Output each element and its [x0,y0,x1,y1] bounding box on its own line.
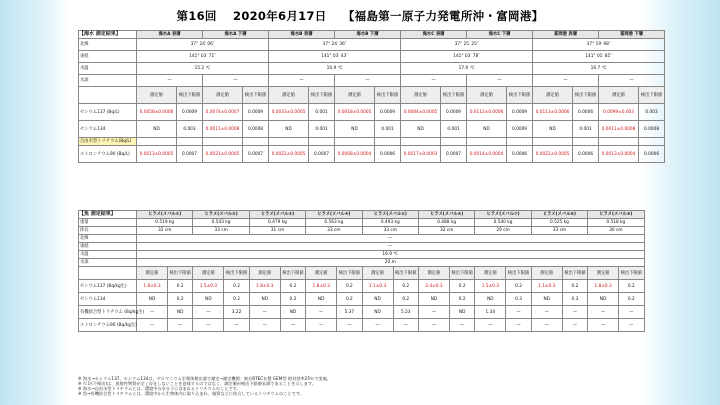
sea-tritium-cell [573,138,599,146]
fish-cs134-cell: 0.2 [168,293,193,306]
fish-cs137-row [79,280,645,293]
fish-sr90-cell: — [280,319,305,332]
sea-cs134-cell: 0.0011±0.0008 [599,121,639,138]
fish-sr90-cell: — [224,319,249,332]
fish-sr90-cell: — [449,319,474,332]
fish-sr90-cell: — [506,319,531,332]
fish-length-value: 29 cm [475,227,531,235]
sea-cs137-cell: 0.0009 [441,104,467,121]
row-label: 北緯 [79,235,137,243]
col-header-limit: 検出下限値 [449,267,474,280]
col-header-value: 測定値 [193,267,224,280]
fish-lat-value: — [137,235,645,243]
title-date: 2020年6月17日 [233,9,327,23]
fish-sr90-cell: — [137,319,168,332]
col-header-limit: 検出下限値 [619,267,644,280]
sea-sr90-cell: 0.0014±0.0004 [467,146,507,163]
col-header-limit: 検出下限値 [506,267,531,280]
fish-cs134-cell: ND [306,293,337,306]
fish-cs134-cell: ND [531,293,562,306]
fish-sr90-cell: — [362,319,393,332]
fish-cs137-cell: 1.8±0.3 [137,280,168,293]
fish-cs137-cell: 0.2 [280,280,305,293]
sea-depth-row [79,75,665,87]
col-header-value: 測定値 [203,87,243,104]
fish-cs134-cell: 0.2 [393,293,418,306]
sea-tritium-cell [441,138,467,146]
sea-cs134-cell: ND [137,121,177,138]
col-header-value: 測定値 [137,87,177,104]
fish-cs134-cell: 0.2 [619,293,644,306]
sea-station-bottom-header: 海水C 下層 [467,31,533,39]
fish-weight-value: 0.543 kg [193,219,249,227]
sea-lon-row [79,51,665,63]
fish-cs137-cell: 1.5±0.3 [193,280,224,293]
sea-tritium-cell [467,138,507,146]
fish-sample-header: ヒラメ(メバル⑤) [362,211,418,219]
col-header-value: 測定値 [533,87,573,104]
sea-station-surface-header: 海水A 表層 [137,31,203,39]
fish-sr90-cell: — [249,319,280,332]
fish-length-value: 30 cm [588,227,644,235]
sea-cs137-cell: 0.0018±0.0005 [335,104,375,121]
fish-cs137-cell: 0.2 [619,280,644,293]
title-round: 第16回 [176,9,217,23]
col-header-limit: 検出下限値 [168,267,193,280]
sea-tritium-cell [243,138,269,146]
fish-cs137-cell: 0.2 [449,280,474,293]
col-header-limit: 検出下限値 [337,267,362,280]
fish-cs134-cell: ND [475,293,506,306]
sea-cs137-cell: 0.0099±0.003 [599,104,639,121]
fish-section-label: 【魚 測定結果】 [79,211,137,219]
fish-depth-row [79,259,645,267]
fish-sr90-cell: — [531,319,562,332]
sea-tritium-cell [401,138,441,146]
sea-cs134-cell: ND [467,121,507,138]
fish-sample-header: ヒラメ(メバル⑦) [475,211,531,219]
fish-sr90-cell: — [193,319,224,332]
fish-cs134-row [79,293,645,306]
sea-depth-value: — [137,75,203,87]
fish-length-value: 33 cm [193,227,249,235]
row-label: 有機結合型トリチウム (Bq/kg生) [79,306,137,319]
sea-cs134-cell: 0.003 [177,121,203,138]
col-header-value: 測定値 [362,267,393,280]
fish-colhead-row [79,267,645,280]
fish-cs137-cell: 0.2 [337,280,362,293]
fish-sample-header: ヒラメ(メバル⑨) [588,211,644,219]
fish-cs134-cell: ND [137,293,168,306]
fish-lon-value: — [137,243,645,251]
fish-sr90-cell: — [475,319,506,332]
fish-length-value: 32 cm [418,227,474,235]
sea-depth-value: — [269,75,335,87]
row-label: 重量 [79,219,137,227]
fish-tritium-cell: ND [168,306,193,319]
seawater-results-table [78,30,665,163]
fish-sr90-cell: — [168,319,193,332]
fish-tritium-cell: — [418,306,449,319]
sea-depth-value: — [533,75,599,87]
fish-tritium-cell: — [137,306,168,319]
fish-cs137-cell: 1.8±0.3 [249,280,280,293]
sea-cs137-cell: 0.0009 [507,104,533,121]
sea-temp-value: 15.2 ℃ [137,63,269,75]
fish-length-value: 32 cm [137,227,193,235]
sea-cs134-cell: 0.001 [573,121,599,138]
fish-lat-row [79,235,645,243]
row-label: ストロンチウム90 (Bq/L) [79,146,137,163]
sea-lat-value: 37° 25′ 25″ [401,39,533,51]
fish-results-table [78,210,645,332]
sea-tritium-cell [335,138,375,146]
fish-temp-value: 16.9 ℃ [137,251,645,259]
sea-sr90-cell: 0.0022±0.0005 [533,146,573,163]
sea-sr90-cell: 0.0007 [243,146,269,163]
fish-cs137-cell: 0.2 [562,280,587,293]
sea-sr90-cell: 0.0021±0.0005 [203,146,243,163]
footnotes [78,376,644,396]
sea-cs134-cell: ND [269,121,309,138]
col-header-value: 測定値 [137,267,168,280]
fish-length-row [79,227,645,235]
fish-length-value: 33 cm [306,227,362,235]
report-slide [70,4,663,402]
fish-sr90-cell: — [588,319,619,332]
footnote-line: ※ ＮＤ(不検出)は、放射性物質が全く存在しないことを意味するのではなく、測定値が検出下限値未満であることを示します。 [78,381,317,386]
row-label: 体長 [79,227,137,235]
fish-tritium-cell: ND [362,306,393,319]
page-title [70,8,650,24]
fish-tritium-cell: — [249,306,280,319]
title-location: 【福島第一原子力発電所沖・富岡港】 [342,9,544,23]
row-label: セシウム134 [79,121,137,138]
fish-tritium-cell: — [588,306,619,319]
fish-tritium-cell: — [619,306,644,319]
sea-cs134-cell: 0.0008 [243,121,269,138]
fish-header-row [79,211,645,219]
row-label: 水深 [79,259,137,267]
fish-length-value: 31 cm [249,227,305,235]
fish-weight-value: 0.518 kg [588,219,644,227]
fish-sr90-cell: — [337,319,362,332]
col-header-value: 測定値 [306,267,337,280]
fish-cs134-cell: ND [249,293,280,306]
row-label: セシウム137 (Bq/L) [79,104,137,121]
sea-tritium-cell [269,138,309,146]
sea-cs134-cell: 0.0011±0.0008 [203,121,243,138]
sea-lon-value: 141° 03′ 43″ [269,51,401,63]
sea-cs134-cell: 0.001 [309,121,335,138]
fish-sample-header: ヒラメ(メバル②) [193,211,249,219]
fish-cs134-cell: ND [418,293,449,306]
sea-temp-row [79,63,665,75]
sea-tritium-cell [533,138,573,146]
sea-cs137-cell: 0.0113±0.0006 [533,104,573,121]
sea-tritium-cell [375,138,401,146]
col-header-limit: 検出下限値 [280,267,305,280]
sea-tritium-cell [137,138,177,146]
fish-cs134-cell: 0.3 [506,293,531,306]
sea-station-bottom-header: 海水A 下層 [203,31,269,39]
sea-lat-value: 37° 24′ 06″ [137,39,269,51]
row-label: ストロンチウム90 (Bq/kg生) [79,319,137,332]
fish-lon-row [79,243,645,251]
fish-cs134-cell: 0.2 [337,293,362,306]
fish-cs137-cell: 0.2 [393,280,418,293]
sea-sr90-cell: 0.0006 [375,146,401,163]
fish-sample-header: ヒラメ(メバル①) [137,211,193,219]
row-label: 水温 [79,251,137,259]
fish-cs134-cell: 0.3 [562,293,587,306]
fish-sample-header: ヒラメ(メバル④) [306,211,362,219]
fish-tritium-row [79,306,645,319]
row-label [79,267,137,280]
sea-sr90-cell: 0.0008±0.0004 [335,146,375,163]
sea-sr90-cell: 0.0006 [639,146,665,163]
fish-length-value: 33 cm [531,227,587,235]
sea-sr90-cell: 0.0022±0.0005 [269,146,309,163]
col-header-value: 測定値 [531,267,562,280]
col-header-limit: 検出下限値 [441,87,467,104]
fish-cs137-cell: 2.4±0.3 [418,280,449,293]
col-header-limit: 検出下限値 [224,267,249,280]
row-label: 北緯 [79,39,137,51]
fish-tritium-cell: — [562,306,587,319]
sea-cs137-cell: 0.0009 [177,104,203,121]
fish-tritium-cell: ND [280,306,305,319]
col-header-limit: 検出下限値 [573,87,599,104]
fish-cs134-cell: ND [362,293,393,306]
col-header-limit: 検出下限値 [507,87,533,104]
col-header-value: 測定値 [335,87,375,104]
fish-cs137-cell: 1.5±0.3 [475,280,506,293]
background-left-decoration [0,0,70,405]
sea-cs134-cell: ND [335,121,375,138]
fish-cs137-cell: 1.1±0.3 [531,280,562,293]
fish-sr90-cell: — [306,319,337,332]
sea-sr90-cell: 0.0017±0.0003 [401,146,441,163]
fish-weight-row [79,219,645,227]
fish-weight-value: 0.488 kg [418,219,474,227]
row-label: 水深 [79,75,137,87]
row-label: セシウム137 (Bq/kg生) [79,280,137,293]
fish-cs134-cell: 0.2 [449,293,474,306]
fish-cs134-cell: 0.2 [280,293,305,306]
row-label: セシウム134 [79,293,137,306]
sea-depth-value: — [401,75,467,87]
col-header-value: 測定値 [588,267,619,280]
sea-cs137-cell: 0.0006 [573,104,599,121]
col-header-limit: 検出下限値 [243,87,269,104]
col-header-value: 測定値 [475,267,506,280]
sea-lat-value: 37° 19′ 98″ [533,39,665,51]
fish-cs137-cell: 1.8±0.3 [306,280,337,293]
sea-lon-value: 141° 03′ 71″ [137,51,269,63]
sea-sr90-row [79,146,665,163]
sea-sr90-cell: 0.0007 [177,146,203,163]
fish-cs137-cell: 1.1±0.3 [362,280,393,293]
fish-sr90-cell: — [562,319,587,332]
sea-lat-row [79,39,665,51]
fish-tritium-cell: 1.34 [475,306,506,319]
sea-cs137-cell: 0.001 [309,104,335,121]
fish-cs134-cell: ND [193,293,224,306]
fish-sample-header: ヒラメ(メバル⑧) [531,211,587,219]
fish-tritium-cell: 3.22 [224,306,249,319]
col-header-value: 測定値 [401,87,441,104]
sea-depth-value: — [335,75,401,87]
sea-cs134-row [79,121,665,138]
sea-cs137-cell: 0.0009 [375,104,401,121]
sea-temp-value: 16.7 ℃ [533,63,665,75]
col-header-limit: 検出下限値 [375,87,401,104]
fish-depth-value: 20 m [137,259,645,267]
sea-sr90-cell: 0.0007 [441,146,467,163]
row-label: 水温 [79,63,137,75]
sea-sr90-cell: 0.0013±0.0005 [137,146,177,163]
sea-cs137-cell: 0.0112±0.0006 [467,104,507,121]
sea-station-surface-header: 海水B 表層 [269,31,335,39]
sea-tritium-row [79,138,665,146]
fish-sr90-cell: — [619,319,644,332]
col-header-limit: 検出下限値 [177,87,203,104]
sea-tritium-cell [639,138,665,146]
sea-cs134-cell: ND [533,121,573,138]
fish-sr90-cell: — [393,319,418,332]
fish-weight-value: 0.563 kg [306,219,362,227]
fish-sr90-cell: — [418,319,449,332]
sea-sr90-cell: 0.0006 [573,146,599,163]
fish-tritium-cell: ND [449,306,474,319]
row-label [79,87,137,104]
sea-cs137-row [79,104,665,121]
fish-tritium-cell: — [193,306,224,319]
sea-cs137-cell: 0.0009 [243,104,269,121]
fish-temp-row [79,251,645,259]
sea-tritium-cell [507,138,533,146]
sea-cs137-cell: 0.0033±0.0005 [269,104,309,121]
sea-lat-value: 37° 24′ 36″ [269,39,401,51]
fish-weight-value: 0.479 kg [249,219,305,227]
fish-tritium-cell: — [506,306,531,319]
fish-cs137-cell: 0.2 [506,280,531,293]
fish-cs134-cell: ND [588,293,619,306]
footnote-line: ※ 海水→自由水型トリチウムとは、環境中の水分子に含まれるトリチウムのことです。 [78,386,241,391]
row-label: 東経 [79,243,137,251]
sea-cs137-cell: 0.003 [639,104,665,121]
sea-header-row [79,31,665,39]
col-header-limit: 検出下限値 [562,267,587,280]
fish-sample-header: ヒラメ(メバル③) [249,211,305,219]
fish-weight-value: 0.540 kg [475,219,531,227]
fish-sr90-row [79,319,645,332]
sea-tritium-cell [599,138,639,146]
fish-weight-value: 0.519 kg [137,219,193,227]
sea-cs134-cell: 0.001 [375,121,401,138]
sea-sr90-cell: 0.0007 [309,146,335,163]
sea-depth-value: — [599,75,665,87]
sea-cs134-cell: 0.001 [441,121,467,138]
row-label: 東経 [79,51,137,63]
col-header-value: 測定値 [599,87,639,104]
footnote-line: ※ 海水→セシウム137、セシウム134は、ゲルマニウム半導体検出器で測定→測定機関：東京BTEC社製 GEM型 相対効率25％で実施。 [78,376,331,381]
sea-sr90-cell: 0.0006 [507,146,533,163]
fish-weight-value: 0.493 kg [362,219,418,227]
row-label: 自由水型トリチウム(Bq/L) [79,138,137,146]
fish-length-value: 33 cm [362,227,418,235]
sea-station-surface-header: 富岡港 表層 [533,31,599,39]
col-header-value: 測定値 [467,87,507,104]
fish-tritium-cell: 5.23 [393,306,418,319]
sea-colhead-row [79,87,665,104]
sea-tritium-cell [177,138,203,146]
col-header-value: 測定値 [249,267,280,280]
fish-tritium-cell: 5.37 [337,306,362,319]
sea-sr90-cell: 0.0013±0.0004 [599,146,639,163]
sea-tritium-cell [203,138,243,146]
sea-tritium-cell [309,138,335,146]
sea-temp-value: 16.9 ℃ [269,63,401,75]
fish-sample-header: ヒラメ(メバル⑥) [418,211,474,219]
sea-lon-value: 141° 01′ 85″ [533,51,665,63]
sea-station-surface-header: 海水C 表層 [401,31,467,39]
fish-cs134-cell: 0.2 [224,293,249,306]
sea-section-label: 【海水 測定結果】 [79,31,137,39]
sea-cs137-cell: 0.0074±0.0007 [203,104,243,121]
sea-cs134-cell: 0.0009 [507,121,533,138]
col-header-value: 測定値 [418,267,449,280]
fish-tritium-cell: — [306,306,337,319]
sea-depth-value: — [467,75,533,87]
col-header-limit: 検出下限値 [309,87,335,104]
sea-cs134-cell: ND [401,121,441,138]
sea-lon-value: 141° 03′ 78″ [401,51,533,63]
sea-station-bottom-header: 富岡港 下層 [599,31,665,39]
col-header-limit: 検出下限値 [393,267,418,280]
sea-cs134-cell: 0.0008 [639,121,665,138]
sea-station-bottom-header: 海水B 下層 [335,31,401,39]
fish-cs137-cell: 1.8±0.3 [588,280,619,293]
col-header-value: 測定値 [269,87,309,104]
fish-tritium-cell: — [531,306,562,319]
fish-cs137-cell: 0.2 [224,280,249,293]
col-header-limit: 検出下限値 [639,87,665,104]
sea-cs137-cell: 0.0084±0.0005 [401,104,441,121]
fish-weight-value: 0.525 kg [531,219,587,227]
sea-cs137-cell: 0.0058±0.0006 [137,104,177,121]
sea-depth-value: — [203,75,269,87]
footnote-line: ※ 魚→有機結合型トリチウムとは、環境中から生物体内に取り込まれ、脂質などに結合しているトリチウムのことです。 [78,391,304,396]
sea-temp-value: 17.6 ℃ [401,63,533,75]
fish-cs137-cell: 0.2 [168,280,193,293]
